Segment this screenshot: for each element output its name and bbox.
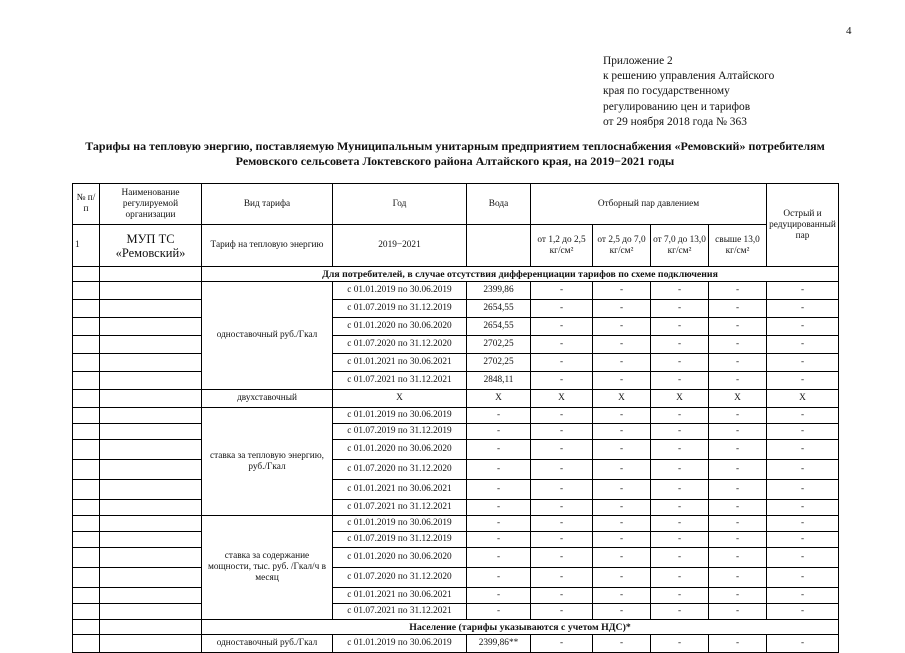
table-row [73,516,839,532]
empty-cell [100,548,202,568]
table-row [73,424,839,440]
dash-cell: - [651,588,709,604]
empty-cell [100,408,202,424]
table-row [73,460,839,480]
title-line-1: Тарифы на тепловую энергию, поставляемую Муниципальным унитарным предприятием теплоснабжения «Ремовский» потребителям [85,139,825,153]
empty-cell [73,267,100,282]
dash-cell: - [651,318,709,336]
dash-cell: - [651,354,709,372]
dash-cell: - [593,604,651,620]
water-value: 2399,86 [467,282,531,300]
table-row [73,548,839,568]
dash-cell: - [593,532,651,548]
empty-cell [100,440,202,460]
period: с 01.07.2019 по 31.12.2019 [333,424,467,440]
dash-cell: - [767,516,839,532]
dash-cell: - [651,372,709,390]
table-row [73,300,839,318]
dash-cell: - [531,604,593,620]
population-label: одноставочный руб./Гкал [202,635,333,653]
x-cell: Х [531,390,593,408]
empty-cell [73,440,100,460]
empty-cell [100,635,202,653]
dash-cell: - [651,336,709,354]
year-range: 2019−2021 [333,225,467,267]
dash-cell: - [467,588,531,604]
dash-cell: - [767,408,839,424]
one-part-label: одноставочный руб./Гкал [202,282,333,390]
water-value: 2702,25 [467,336,531,354]
period: с 01.01.2019 по 30.06.2019 [333,408,467,424]
dash-cell: - [531,548,593,568]
dash-cell: - [467,408,531,424]
dash-cell: - [593,354,651,372]
dash-cell: - [767,548,839,568]
empty-cell [73,336,100,354]
empty-cell [73,390,100,408]
dash-cell: - [593,336,651,354]
header-row-2 [73,225,839,267]
dash-cell: - [651,408,709,424]
header-p4: свыше 13,0 кг/см² [709,225,767,267]
dash-cell: - [709,300,767,318]
period: с 01.01.2020 по 30.06.2020 [333,440,467,460]
x-cell: Х [467,390,531,408]
dash-cell: - [651,500,709,516]
water-value: 2654,55 [467,300,531,318]
water-empty [467,225,531,267]
dash-cell: - [531,424,593,440]
org-name: МУП ТС «Ремовский» [100,225,202,267]
dash-cell: - [593,282,651,300]
dash-cell: - [467,604,531,620]
dash-cell: - [531,568,593,588]
dash-cell: - [593,568,651,588]
empty-cell [100,480,202,500]
period: с 01.07.2021 по 31.12.2021 [333,372,467,390]
appendix-line: края по государственному [603,85,730,98]
dash-cell: - [651,568,709,588]
empty-cell [73,460,100,480]
dash-cell: - [531,532,593,548]
dash-cell: - [467,500,531,516]
dash-cell: - [767,318,839,336]
dash-cell: - [467,440,531,460]
empty-cell [100,300,202,318]
appendix-block [603,54,883,130]
table-row [73,282,839,300]
empty-cell [100,424,202,440]
dash-cell: - [467,568,531,588]
empty-cell [100,372,202,390]
period: с 01.07.2021 по 31.12.2021 [333,604,467,620]
dash-cell: - [531,282,593,300]
empty-cell [100,588,202,604]
dash-cell: - [593,480,651,500]
header-row [73,184,839,225]
dash-cell: - [709,548,767,568]
dash-cell: - [531,300,593,318]
dash-cell: - [467,532,531,548]
dash-cell: - [651,424,709,440]
table-row [73,336,839,354]
dash-cell: - [767,354,839,372]
section-row [73,620,839,635]
dash-cell: - [709,424,767,440]
dash-cell: - [593,460,651,480]
empty-cell [73,282,100,300]
table-row [73,532,839,548]
dash-cell: - [531,440,593,460]
dash-cell: - [709,532,767,548]
document-title [40,139,870,169]
title-line-2: Ремовского сельсовета Локтевского района Алтайского края, на 2019−2021 годы [235,154,675,168]
dash-cell: - [709,408,767,424]
dash-cell: - [593,372,651,390]
header-p2: от 2,5 до 7,0 кг/см² [593,225,651,267]
dash-cell: - [531,635,593,653]
empty-cell [100,336,202,354]
dash-cell: - [531,588,593,604]
period: с 01.07.2020 по 31.12.2020 [333,568,467,588]
empty-cell [100,568,202,588]
empty-cell [73,500,100,516]
empty-cell [100,500,202,516]
period: с 01.07.2021 по 31.12.2021 [333,500,467,516]
empty-cell [73,620,100,635]
period: с 01.01.2019 по 30.06.2019 [333,635,467,653]
x-cell: Х [651,390,709,408]
empty-cell [73,548,100,568]
table-row [73,372,839,390]
section-row [73,267,839,282]
dash-cell: - [767,440,839,460]
header-year: Год [333,184,467,225]
table-row [73,500,839,516]
dash-cell: - [531,336,593,354]
empty-cell [100,516,202,532]
period: с 01.01.2021 по 30.06.2021 [333,354,467,372]
dash-cell: - [651,282,709,300]
dash-cell: - [651,516,709,532]
empty-cell [100,604,202,620]
empty-cell [73,516,100,532]
dash-cell: - [651,300,709,318]
appendix-line: к решению управления Алтайского [603,70,775,83]
dash-cell: - [651,604,709,620]
dash-cell: - [593,500,651,516]
empty-cell [100,532,202,548]
dash-cell: - [593,588,651,604]
period: с 01.07.2019 по 31.12.2019 [333,300,467,318]
dash-cell: - [467,548,531,568]
header-num: № п/п [73,184,100,225]
page-number: 4 [846,25,852,37]
period: с 01.07.2019 по 31.12.2019 [333,532,467,548]
header-water: Вода [467,184,531,225]
empty-cell [100,460,202,480]
dash-cell: - [709,516,767,532]
dash-cell: - [767,424,839,440]
section-title: Население (тарифы указываются с учетом НДС)* [202,620,839,635]
period: с 01.07.2020 по 31.12.2020 [333,336,467,354]
empty-cell [73,318,100,336]
x-cell: Х [333,390,467,408]
table-row [73,440,839,460]
dash-cell: - [767,532,839,548]
empty-cell [73,568,100,588]
appendix-line: Приложение 2 [603,55,673,67]
dash-cell: - [709,372,767,390]
dash-cell: - [531,354,593,372]
dash-cell: - [593,548,651,568]
dash-cell: - [709,354,767,372]
empty-cell [73,408,100,424]
dash-cell: - [651,480,709,500]
empty-cell [73,588,100,604]
dash-cell: - [651,635,709,653]
x-cell: Х [709,390,767,408]
two-part-row [73,390,839,408]
empty-cell [100,267,202,282]
period: с 01.07.2020 по 31.12.2020 [333,460,467,480]
header-p1: от 1,2 до 2,5 кг/см² [531,225,593,267]
dash-cell: - [709,480,767,500]
dash-cell: - [767,568,839,588]
table-row [73,480,839,500]
period: с 01.01.2019 по 30.06.2019 [333,282,467,300]
empty-cell [73,635,100,653]
dash-cell: - [531,460,593,480]
dash-cell: - [651,548,709,568]
dash-cell: - [709,336,767,354]
tariff-table [72,183,839,653]
dash-cell: - [767,480,839,500]
dash-cell: - [651,532,709,548]
dash-cell: - [709,318,767,336]
empty-cell [100,354,202,372]
appendix-line: регулированию цен и тарифов [603,100,751,113]
dash-cell: - [593,635,651,653]
dash-cell: - [767,604,839,620]
table-row [73,318,839,336]
header-steam: Отборный пар давлением [531,184,767,225]
period: с 01.01.2021 по 30.06.2021 [333,588,467,604]
dash-cell: - [593,408,651,424]
appendix-line: от 29 ноября 2018 года № 363 [603,115,747,128]
dash-cell: - [709,604,767,620]
empty-cell [73,424,100,440]
header-p3: от 7,0 до 13,0 кг/см² [651,225,709,267]
dash-cell: - [709,588,767,604]
dash-cell: - [767,300,839,318]
dash-cell: - [467,424,531,440]
dash-cell: - [531,516,593,532]
empty-cell [73,604,100,620]
dash-cell: - [651,460,709,480]
dash-cell: - [709,500,767,516]
dash-cell: - [467,480,531,500]
dash-cell: - [709,282,767,300]
table-row [73,635,839,653]
dash-cell: - [593,424,651,440]
dash-cell: - [709,460,767,480]
dash-cell: - [467,460,531,480]
period: с 01.01.2020 по 30.06.2020 [333,318,467,336]
dash-cell: - [593,516,651,532]
dash-cell: - [593,318,651,336]
water-value: 2702,25 [467,354,531,372]
dash-cell: - [767,282,839,300]
dash-cell: - [767,635,839,653]
dash-cell: - [767,500,839,516]
water-value: 2848,11 [467,372,531,390]
water-value: 2654,55 [467,318,531,336]
dash-cell: - [531,480,593,500]
period: с 01.01.2021 по 30.06.2021 [333,480,467,500]
table-row [73,588,839,604]
dash-cell: - [593,440,651,460]
dash-cell: - [651,440,709,460]
dash-cell: - [709,568,767,588]
period: с 01.01.2019 по 30.06.2019 [333,516,467,532]
dash-cell: - [709,635,767,653]
water-value: 2399,86** [467,635,531,653]
capacity-rate-label: ставка за содержание мощности, тыс. руб. /Гкал/ч в месяц [202,516,333,620]
section-title: Для потребителей, в случае отсутствия дифференциации тарифов по схеме подключения [202,267,839,282]
dash-cell: - [767,588,839,604]
dash-cell: - [531,372,593,390]
dash-cell: - [531,318,593,336]
header-tariff-type: Вид тарифа [202,184,333,225]
empty-cell [100,282,202,300]
header-org: Наименование регулируемой организации [100,184,202,225]
dash-cell: - [709,440,767,460]
empty-cell [73,300,100,318]
dash-cell: - [767,336,839,354]
tariff-label: Тариф на тепловую энергию [202,225,333,267]
energy-rate-label: ставка за тепловую энергию, руб./Гкал [202,408,333,516]
period: с 01.01.2020 по 30.06.2020 [333,548,467,568]
table-row [73,568,839,588]
x-cell: Х [767,390,839,408]
dash-cell: - [767,460,839,480]
empty-cell [73,372,100,390]
dash-cell: - [767,372,839,390]
dash-cell: - [531,500,593,516]
empty-cell [73,532,100,548]
empty-cell [100,318,202,336]
empty-cell [100,620,202,635]
x-cell: Х [593,390,651,408]
empty-cell [100,390,202,408]
dash-cell: - [467,516,531,532]
empty-cell [73,354,100,372]
table-row [73,354,839,372]
dash-cell: - [531,408,593,424]
row-num: 1 [73,225,100,267]
table-row [73,604,839,620]
header-sharp-steam: Острый и редуцированный пар [767,184,839,267]
table-row [73,408,839,424]
dash-cell: - [593,300,651,318]
two-part-label: двухставочный [202,390,333,408]
empty-cell [73,480,100,500]
